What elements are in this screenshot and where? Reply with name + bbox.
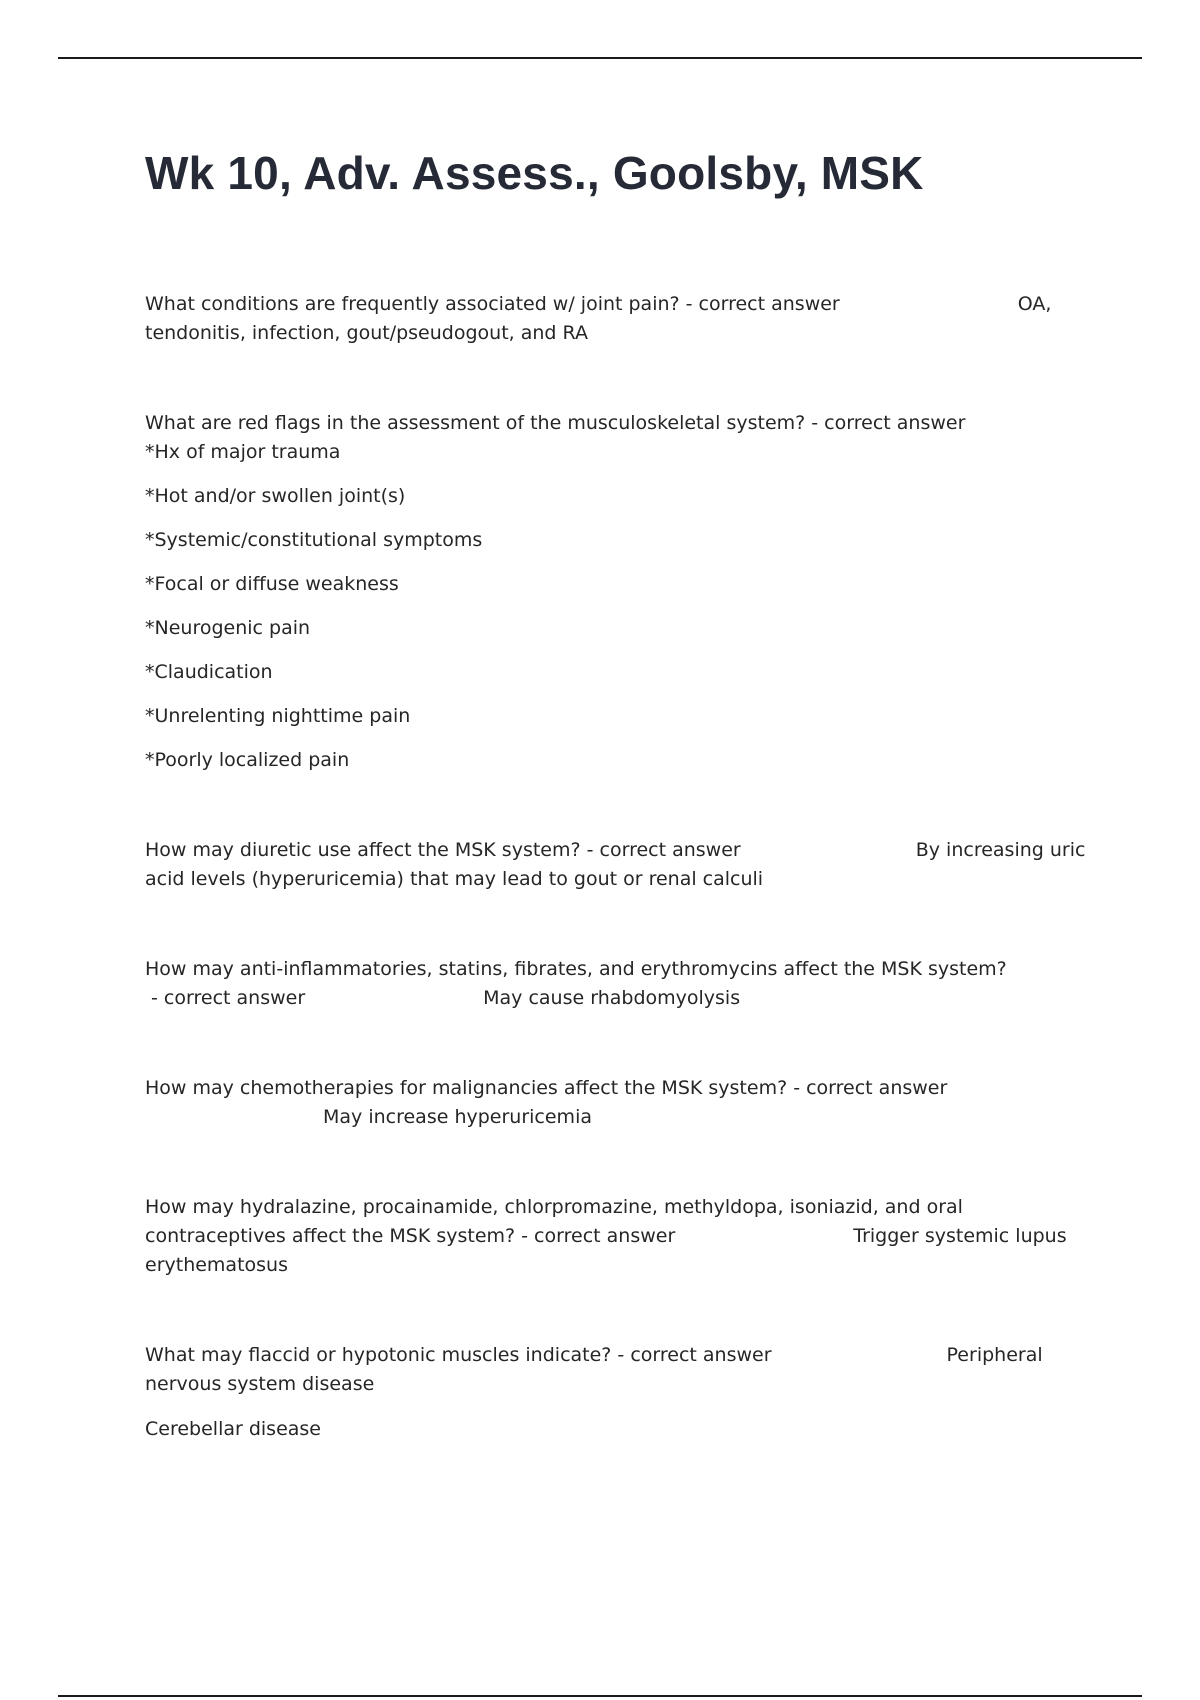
qa-item [145,409,1087,775]
qa-text [145,1193,1087,1280]
qa-text [145,1341,1087,1399]
qa-text [145,955,1087,1013]
answer-text: Trigger systemic lupus erythematosus [145,1225,1067,1276]
qa-list [145,290,1087,1444]
qa-item [145,1193,1087,1280]
red-flag-item: *Hx of major trauma [145,441,341,463]
red-flag-item: *Systemic/constitutional symptoms [145,529,483,551]
answer-separator: - correct answer [679,293,840,315]
answer-separator: - correct answer [515,1225,676,1247]
question-text: What conditions are frequently associated w/ joint pain? [145,293,680,315]
question-text: How may diuretic use affect the MSK system? [145,839,581,861]
question-text: How may anti-inflammatories, statins, fibrates, and erythromycins affect the MSK system? [145,958,1007,980]
top-rule [58,57,1142,59]
document-title: Wk 10, Adv. Assess., Goolsby, MSK [145,147,924,199]
answer-text: By increasing uric acid levels (hyperuricemia) that may lead to gout or renal calculi [145,839,1086,890]
answer-separator: - correct answer [611,1344,772,1366]
red-flag-item: *Focal or diffuse weakness [145,573,399,595]
red-flag-item: *Poorly localized pain [145,749,350,771]
answer-text: OA, tendonitis, infection, gout/pseudogout, and RA [145,293,1052,344]
answer-text: May cause rhabdomyolysis [483,987,741,1009]
qa-item [145,1341,1087,1444]
answer-separator: - correct answer [805,412,966,434]
qa-item [145,290,1087,348]
bottom-rule [58,1695,1142,1697]
qa-text [145,409,1087,438]
qa-item [145,836,1087,894]
answer-separator: - correct answer [787,1077,948,1099]
qa-item [145,955,1087,1013]
qa-item [145,1074,1087,1132]
answer-separator: - correct answer [145,987,306,1009]
red-flag-item: *Neurogenic pain [145,617,311,639]
qa-text [145,290,1087,348]
red-flag-item: *Hot and/or swollen joint(s) [145,485,406,507]
answer-text: Peripheral nervous system disease [145,1344,1043,1395]
answer-separator: - correct answer [580,839,741,861]
answer-text: May increase hyperuricemia [323,1106,592,1128]
question-text: What are red flags in the assessment of the musculoskeletal system? [145,412,806,434]
red-flag-item: *Claudication [145,661,273,683]
question-text: How may hydralazine, procainamide, chlorpromazine, methyldopa, isoniazid, and oral contraceptives affect the MSK system? [145,1196,963,1247]
question-text: How may chemotherapies for malignancies affect the MSK system? [145,1077,788,1099]
qa-text [145,1074,1087,1132]
question-text: What may flaccid or hypotonic muscles indicate? [145,1344,612,1366]
qa-text [145,836,1087,894]
red-flag-item: *Unrelenting nighttime pain [145,705,411,727]
answer-extra: Cerebellar disease [145,1418,322,1440]
